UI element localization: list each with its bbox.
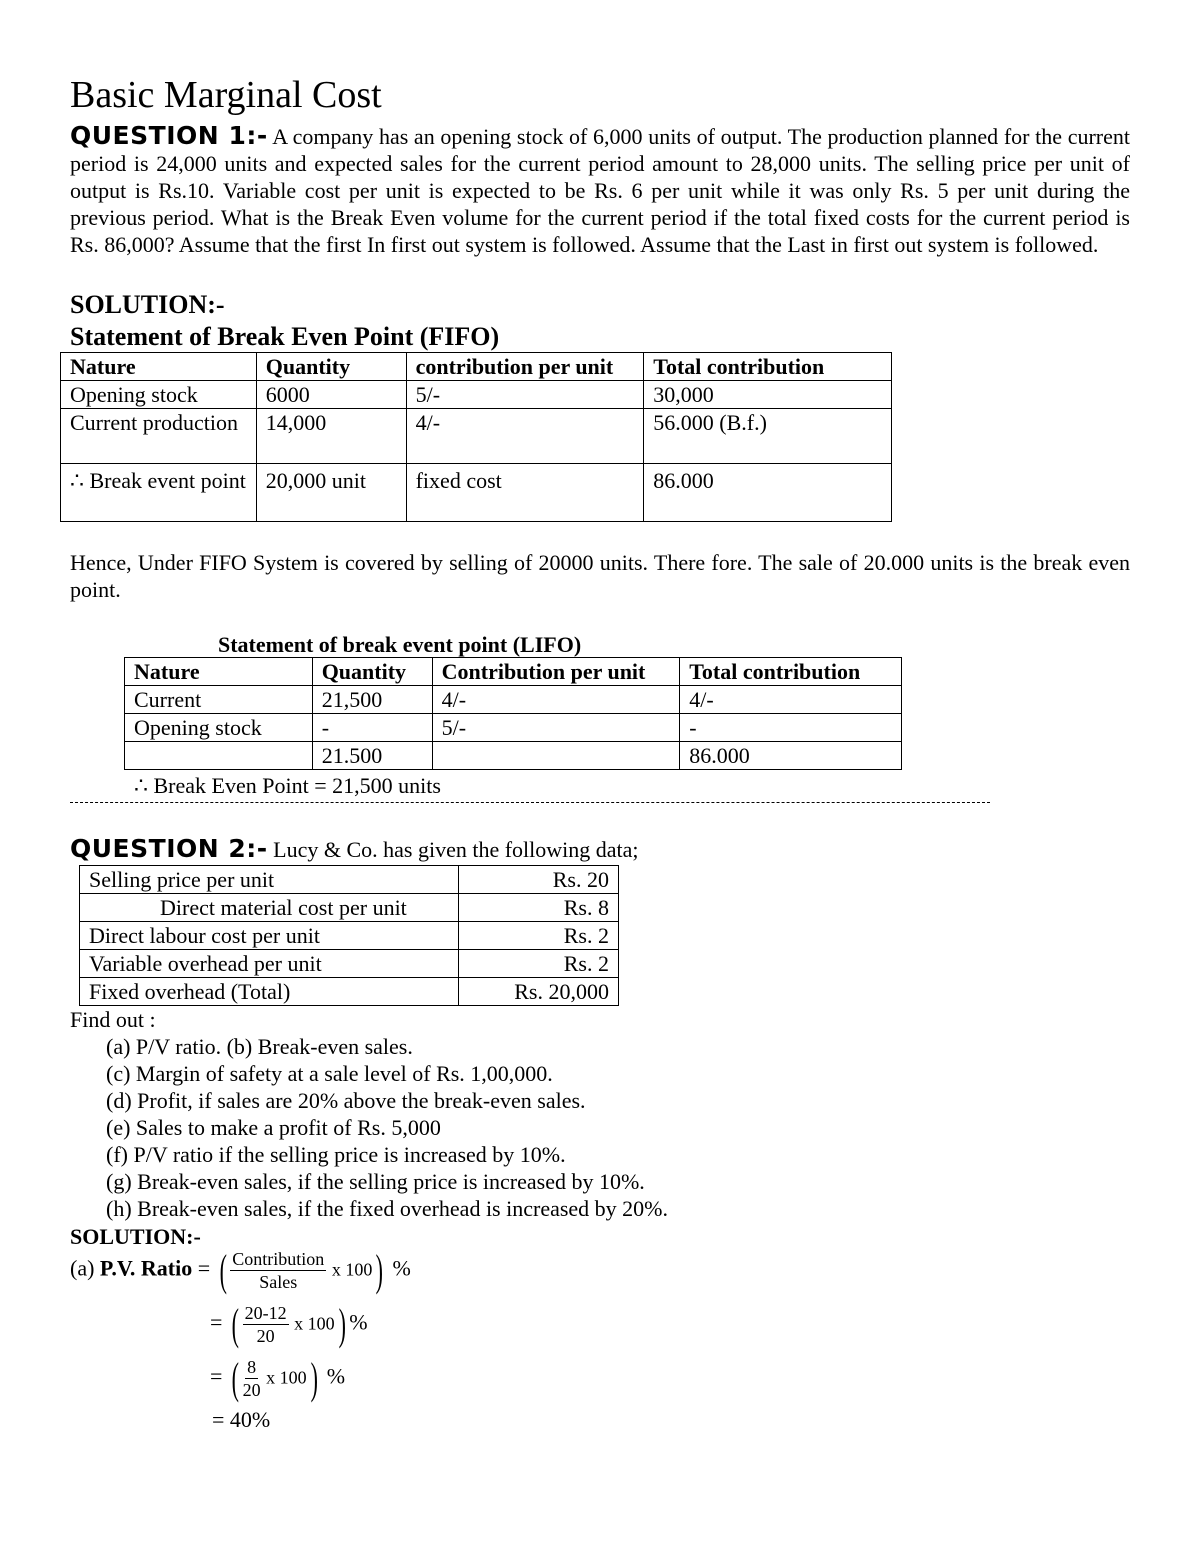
- right-paren: ): [310, 1353, 318, 1403]
- fraction-denominator: 20: [256, 1326, 275, 1346]
- table-cell: Rs. 20,000: [459, 978, 619, 1006]
- formula-percent: %: [392, 1255, 411, 1281]
- formula-times: x 100: [294, 1313, 335, 1334]
- fraction-numerator: 20-12: [244, 1303, 287, 1323]
- formula-percent: %: [326, 1363, 346, 1389]
- fifo-header-contribution: contribution per unit: [406, 353, 644, 381]
- fraction-numerator: Contribution: [232, 1249, 325, 1269]
- table-cell: Current: [125, 686, 313, 714]
- table-cell: 4/-: [406, 409, 644, 464]
- pv-ratio-step-3: [210, 1353, 346, 1403]
- table-cell: -: [680, 714, 902, 742]
- list-item: (a) P/V ratio. (b) Break-even sales.: [106, 1034, 413, 1059]
- list-item: (e) Sales to make a profit of Rs. 5,000: [106, 1115, 441, 1140]
- formula-times: x 100: [266, 1367, 307, 1388]
- fifo-header-row: [61, 353, 892, 381]
- list-item: (f) P/V ratio if the selling price is increased by 10%.: [106, 1142, 566, 1167]
- table-row: [61, 464, 892, 522]
- question-1-label: QUESTION 1:-: [70, 121, 268, 150]
- find-out-label: Find out :: [70, 1007, 156, 1032]
- question-1-text: A company has an opening stock of 6,000 units of output. The production planned for the current period is 24,000 units and expected sales for the current period amount to 28,000 units. The selling price per unit of output is Rs.10. Variable cost per unit is expected to be Rs. 6 per unit while it was only Rs. 5 per unit during the previous period. What is the Break Even volume for the current period if the total fixed costs for the current period is Rs. 86,000? Assume that the first In first out system is followed. Assume that the Last in first out system is followed.: [70, 124, 1130, 257]
- table-cell: Fixed overhead (Total): [80, 978, 459, 1006]
- table-cell: Variable overhead per unit: [80, 950, 459, 978]
- fraction: [243, 1356, 261, 1401]
- lifo-heading: Statement of break event point (LIFO): [218, 632, 582, 657]
- table-cell: 4/-: [680, 686, 902, 714]
- q2-data-table: [79, 865, 619, 1006]
- formula-label: P.V. Ratio: [99, 1255, 193, 1281]
- pv-ratio-step-2: [210, 1299, 368, 1349]
- table-row: [80, 950, 619, 978]
- lifo-header-quantity: Quantity: [312, 658, 432, 686]
- table-cell: Direct material cost per unit: [80, 894, 459, 922]
- right-paren: ): [375, 1245, 384, 1295]
- table-cell: Opening stock: [61, 381, 257, 409]
- page-title: Basic Marginal Cost: [70, 74, 382, 116]
- table-cell: Current production: [61, 409, 257, 464]
- table-cell: 6000: [256, 381, 406, 409]
- pv-ratio-formula: [70, 1245, 411, 1295]
- table-cell: Rs. 2: [459, 950, 619, 978]
- table-cell: 56.000 (B.f.): [644, 409, 892, 464]
- fraction-denominator: Sales: [259, 1272, 298, 1292]
- solution-label-2: SOLUTION:-: [70, 1224, 201, 1249]
- formula-percent: %: [349, 1309, 368, 1335]
- fifo-header-quantity: Quantity: [256, 353, 406, 381]
- table-cell: Rs. 8: [459, 894, 619, 922]
- lifo-header-nature: Nature: [125, 658, 313, 686]
- table-cell: 4/-: [432, 686, 680, 714]
- formula-equals: =: [197, 1255, 211, 1281]
- table-cell: fixed cost: [406, 464, 644, 522]
- table-cell: Direct labour cost per unit: [80, 922, 459, 950]
- fraction: [230, 1248, 326, 1293]
- list-item: (h) Break-even sales, if the fixed overhead is increased by 20%.: [106, 1196, 668, 1221]
- list-item: (g) Break-even sales, if the selling price is increased by 10%.: [106, 1169, 645, 1194]
- question-2: [70, 834, 639, 865]
- table-cell: Selling price per unit: [80, 866, 459, 894]
- table-cell: [432, 742, 680, 770]
- fifo-conclusion: Hence, Under FIFO System is covered by selling of 20000 units. There fore. The sale of 20.000 units is the break even point.: [70, 550, 1130, 602]
- fifo-table: [60, 352, 892, 522]
- lifo-conclusion: ∴ Break Even Point = 21,500 units: [134, 773, 441, 798]
- fifo-header-nature: Nature: [61, 353, 257, 381]
- table-cell: 21,500: [312, 686, 432, 714]
- table-cell: Rs. 20: [459, 866, 619, 894]
- table-cell: 5/-: [406, 381, 644, 409]
- table-cell: [125, 742, 313, 770]
- list-item: (d) Profit, if sales are 20% above the break-even sales.: [106, 1088, 586, 1113]
- pv-ratio-result: = 40%: [212, 1407, 271, 1432]
- table-cell: Opening stock: [125, 714, 313, 742]
- fifo-heading: Statement of Break Even Point (FIFO): [70, 322, 500, 351]
- table-row: [61, 409, 892, 464]
- table-cell: ∴ Break event point: [61, 464, 257, 522]
- solution-label-1: SOLUTION:-: [70, 290, 225, 319]
- table-row: [80, 922, 619, 950]
- table-row: [80, 978, 619, 1006]
- lifo-header-contribution: Contribution per unit: [432, 658, 680, 686]
- table-cell: 30,000: [644, 381, 892, 409]
- table-row: [125, 686, 902, 714]
- table-cell: -: [312, 714, 432, 742]
- section-divider: [70, 802, 990, 803]
- lifo-header-total: Total contribution: [680, 658, 902, 686]
- question-2-label: QUESTION 2:-: [70, 834, 268, 863]
- table-row: [61, 381, 892, 409]
- formula-times: x 100: [331, 1259, 373, 1280]
- left-paren: (: [231, 1299, 239, 1349]
- question-1: [70, 122, 1130, 258]
- lifo-table: [124, 657, 902, 770]
- fraction-denominator: 20: [242, 1380, 261, 1400]
- lifo-header-row: [125, 658, 902, 686]
- left-paren: (: [219, 1245, 227, 1295]
- table-row: [80, 894, 619, 922]
- fraction-numerator: 8: [247, 1357, 257, 1377]
- table-cell: 21.500: [312, 742, 432, 770]
- list-item: (c) Margin of safety at a sale level of Rs. 1,00,000.: [106, 1061, 553, 1086]
- table-cell: 20,000 unit: [256, 464, 406, 522]
- formula-prefix: (a): [70, 1255, 95, 1281]
- table-cell: 14,000: [256, 409, 406, 464]
- table-row: [80, 866, 619, 894]
- table-cell: 5/-: [432, 714, 680, 742]
- table-cell: Rs. 2: [459, 922, 619, 950]
- table-row: [125, 742, 902, 770]
- fraction: [243, 1302, 289, 1347]
- find-out-list: [106, 1033, 668, 1222]
- table-cell: 86.000: [680, 742, 902, 770]
- table-cell: 86.000: [644, 464, 892, 522]
- right-paren: ): [338, 1299, 346, 1349]
- table-row: [125, 714, 902, 742]
- question-2-text: Lucy & Co. has given the following data;: [273, 837, 639, 862]
- fifo-header-total: Total contribution: [644, 353, 892, 381]
- formula-equals: =: [210, 1363, 223, 1389]
- formula-equals: =: [210, 1309, 223, 1335]
- left-paren: (: [231, 1353, 239, 1403]
